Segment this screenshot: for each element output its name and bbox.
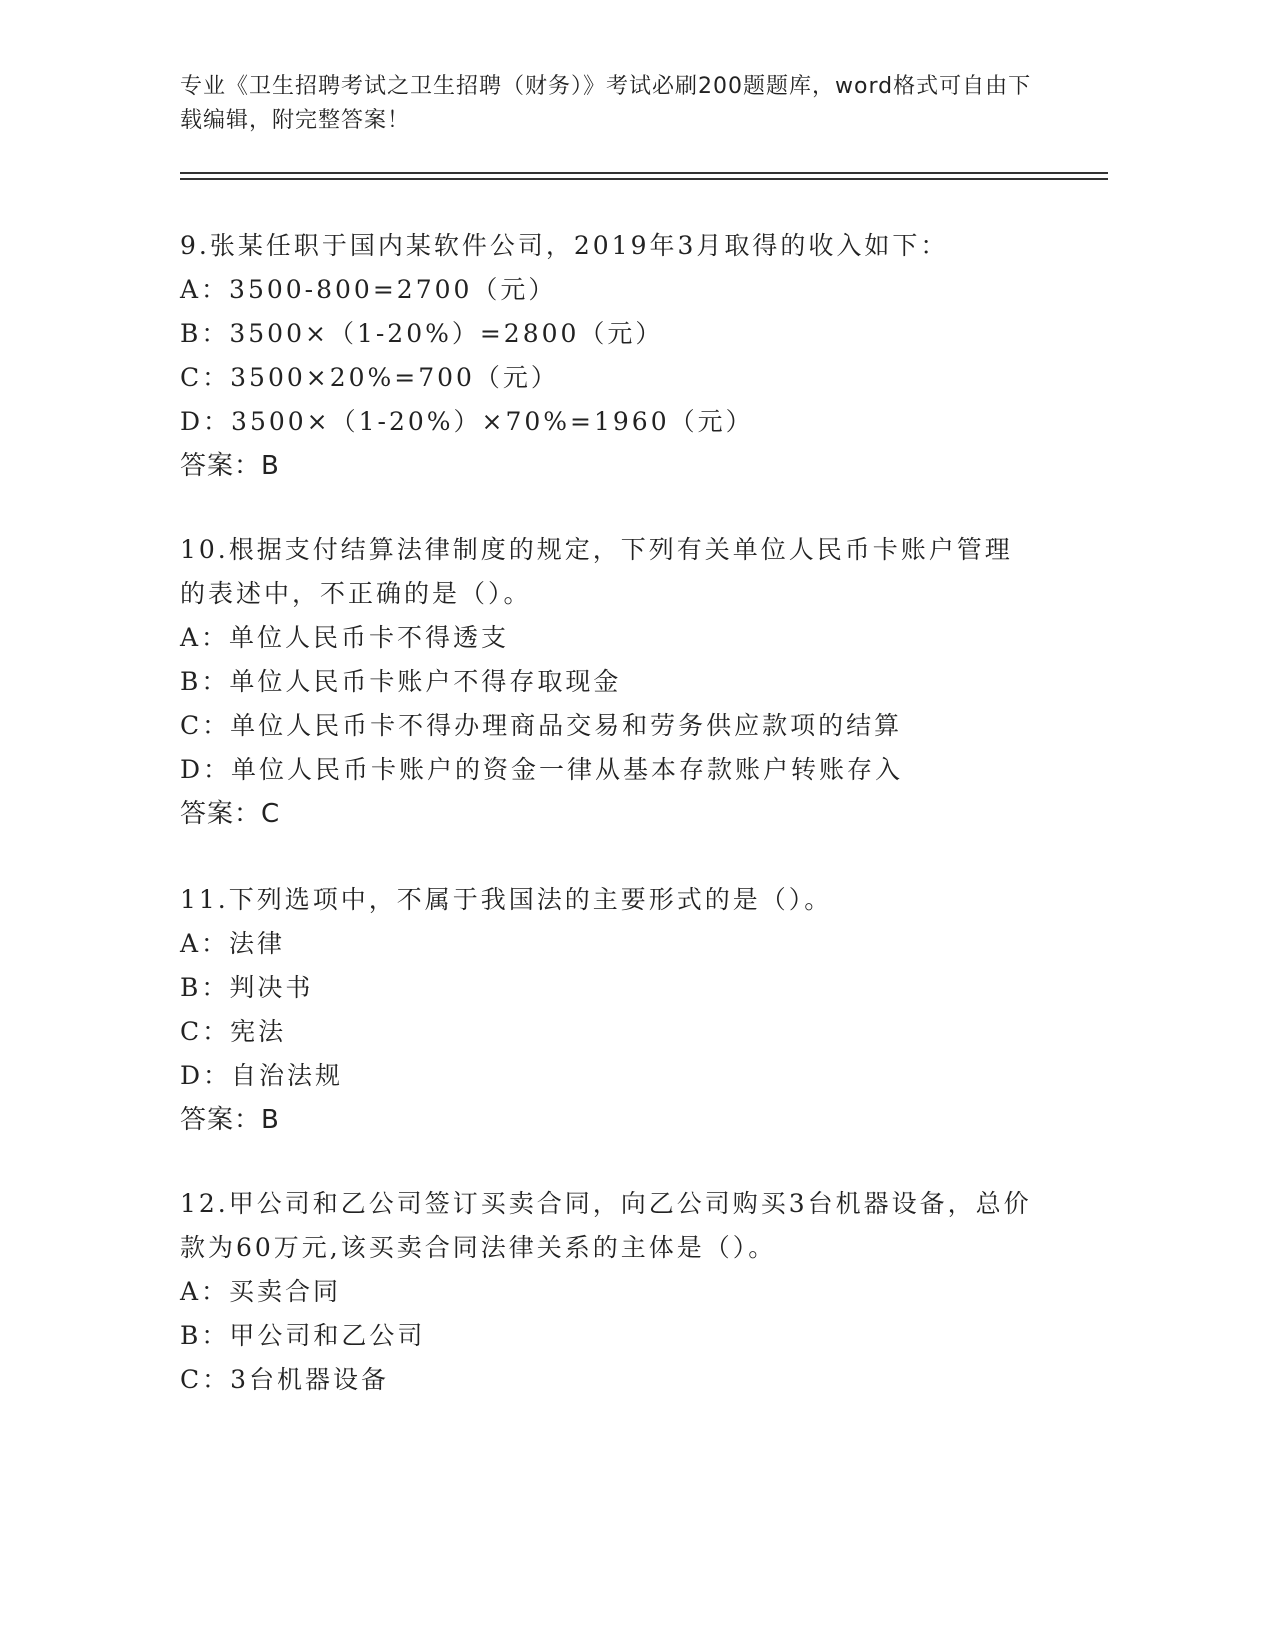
question-stem: 9.张某任职于国内某软件公司，2019年3月取得的收入如下： xyxy=(180,231,949,260)
option-a: A：单位人民币卡不得透支 xyxy=(180,623,510,652)
option-b: B：甲公司和乙公司 xyxy=(180,1321,426,1350)
question-stem: 12.甲公司和乙公司签订买卖合同，向乙公司购买3台机器设备，总价款为60万元,该买卖合同法律关系的主体是（）。 xyxy=(180,1189,1032,1262)
header-title: 专业《卫生招聘考试之卫生招聘（财务）》考试必刷200题题库，word格式可自由下载编辑，附完整答案！ xyxy=(180,74,1032,133)
option-c: C：3500×20%=700（元） xyxy=(180,363,559,392)
document-header xyxy=(180,70,1040,138)
answer: 答案：B xyxy=(180,451,280,481)
option-a: A：法律 xyxy=(180,929,286,958)
question-12 xyxy=(180,1182,1040,1402)
question-stem: 10.根据支付结算法律制度的规定，下列有关单位人民币卡账户管理的表述中，不正确的是（）。 xyxy=(180,535,1013,608)
option-d: D：单位人民币卡账户的资金一律从基本存款账户转账存入 xyxy=(180,755,904,784)
question-10 xyxy=(180,528,1040,836)
answer: 答案：B xyxy=(180,1105,280,1135)
question-stem: 11.下列选项中，不属于我国法的主要形式的是（）。 xyxy=(180,885,833,914)
header-divider-bottom xyxy=(180,178,1108,180)
option-c: C：3台机器设备 xyxy=(180,1365,390,1394)
option-b: B：单位人民币卡账户不得存取现金 xyxy=(180,667,622,696)
option-a: A：3500-800=2700（元） xyxy=(180,275,557,304)
option-d: D：自治法规 xyxy=(180,1061,344,1090)
option-b: B：判决书 xyxy=(180,973,314,1002)
option-a: A：买卖合同 xyxy=(180,1277,342,1306)
question-11 xyxy=(180,878,1040,1142)
option-c: C：单位人民币卡不得办理商品交易和劳务供应款项的结算 xyxy=(180,711,903,740)
answer: 答案：C xyxy=(180,799,281,829)
question-9 xyxy=(180,224,1040,488)
option-d: D：3500×（1-20%）×70%=1960（元） xyxy=(180,407,754,436)
option-c: C：宪法 xyxy=(180,1017,287,1046)
option-b: B：3500×（1-20%）=2800（元） xyxy=(180,319,664,348)
header-divider-top xyxy=(180,172,1108,174)
